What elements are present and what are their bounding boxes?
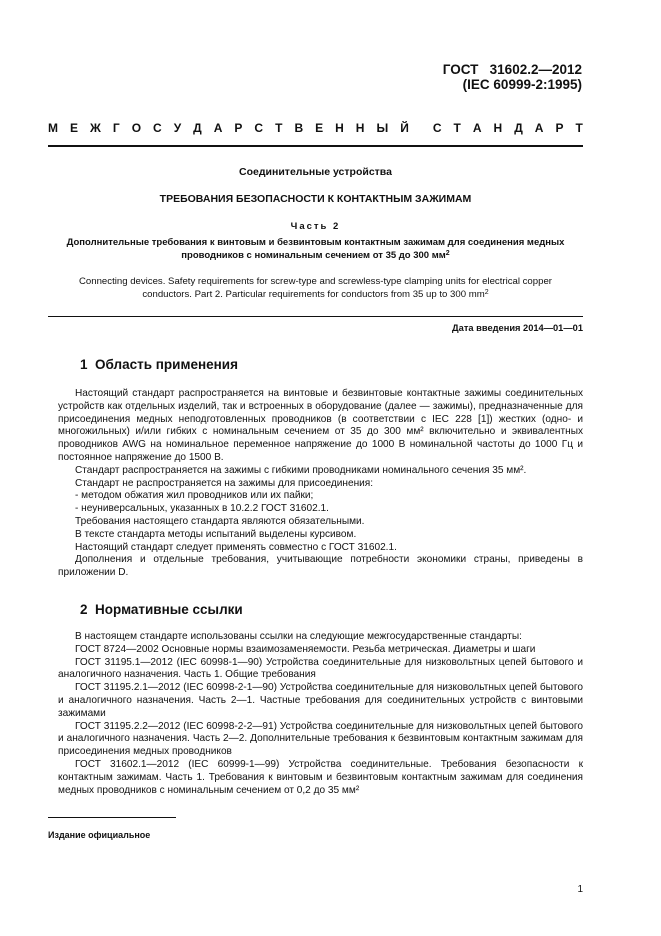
banner-letter: Н <box>355 121 365 135</box>
introduction-date: Дата введения 2014—01—01 <box>452 323 583 333</box>
section2-heading: 2 Нормативные ссылки <box>80 602 243 617</box>
section1-paragraph: - методом обжатия жил проводников или их пайки; <box>75 490 314 502</box>
banner-letter: Г <box>112 121 120 135</box>
banner-letter: Р <box>234 121 243 135</box>
banner-letter: Т <box>575 121 583 135</box>
title-rule <box>48 316 583 317</box>
banner-letter: В <box>294 121 304 135</box>
page-number: 1 <box>577 884 583 895</box>
banner-letter: Е <box>315 121 324 135</box>
subtitle-ru-line1: Дополнительные требования к винтовым и безвинтовым контактным зажимам для соединения медных <box>66 237 565 248</box>
subtitle-en: Connecting devices. Safety requirements for screw-type and screwless-type clamping units for electrical copper conductors. Part 2. Particular requirements for conductors from 35 up to 300 $mm^2$ <box>48 276 583 301</box>
banner-letter: Н <box>493 121 503 135</box>
banner-letter: У <box>173 121 182 135</box>
section2-body <box>58 631 583 797</box>
header-rule <box>48 145 583 147</box>
iec-equivalent: (IEC 60999-2:1995) <box>462 77 582 92</box>
section1-paragraph: Настоящий стандарт следует применять совместно с ГОСТ 31602.1. <box>75 541 397 553</box>
banner-letter: Ж <box>90 121 101 135</box>
banner-letter: Т <box>275 121 283 135</box>
section2-paragraph: ГОСТ 8724—2002 Основные нормы взаимозаменяемости. Резьба метрическая. Диаметры и шаги <box>75 643 536 655</box>
banner-letter: С <box>254 121 264 135</box>
section2-paragraph: ГОСТ 31195.2.1—2012 (IEC 60998-2-1—90) Устройства соединительные для низковольтных цепей бытового и аналогичного назначения. Часть 2—1. Частные требования для соединительных устройств с винтовыми зажимами <box>58 682 583 719</box>
banner-letter: М <box>48 121 58 135</box>
section1-paragraph: Стандарт распространяется на зажимы с гибкими проводниками номинального сечения 35 мм². <box>75 464 527 476</box>
subtitle-en-line2: conductors. Part 2. Particular requirements for conductors from 35 up to 300 mm <box>142 288 485 300</box>
banner-letter: Д <box>514 121 523 135</box>
section1-paragraph: Стандарт не распространяется на зажимы для присоединения: <box>75 477 374 489</box>
section2-paragraph: ГОСТ 31602.1—2012 (IEC 60999-1—99) Устройства соединительные. Требования безопасности к контактным зажимам. Часть 1. Требования к винтовым и безвинтовым контактным зажимам для соединения медных проводников с номинальным сечением от 0,2 до 35 мм² <box>58 758 583 796</box>
banner-letter: Р <box>555 121 564 135</box>
subtitle-en-line1: Connecting devices. Safety requirements for screw-type and screwless-type clamping units for electrical copper <box>79 276 552 287</box>
section1-paragraph: Настоящий стандарт распространяется на винтовые и безвинтовые контактные зажимы соединительных устройств как отдельных изделий, так и встроенных в оборудование (далее — зажимы), предназначенные для присоединения медных неподготовленных проводников (в соответствии с IEC 228 [1]) жестких (одно- и многожильных) и/или гибких с номинальным сечением от 35 до 300 мм² включительно и эквивалентных проводников AWG на номинальное переменное напряжение до 1000 В номинальной частоты до 1000 Гц и постоянное напряжение до 1500 В. <box>58 388 583 463</box>
banner-letter: Е <box>70 121 79 135</box>
subtitle-ru: Дополнительные требования к винтовым и безвинтовым контактным зажимам для соединения медных проводников с номинальным сечением от 35 до 300 $мм^2$ <box>48 237 583 262</box>
section2-paragraph: ГОСТ 31195.2.2—2012 (IEC 60998-2-2—91) Устройства соединительные для низковольтных цепей бытового и аналогичного назначения. Часть 2—2. Дополнительные требования к безвинтовым контактным зажимам для присоединения медных проводников <box>58 720 583 758</box>
banner-letter: Й <box>400 121 409 135</box>
standard-designation <box>443 62 582 92</box>
part-label: Часть 2 <box>290 221 341 232</box>
banner-letter: О <box>131 121 142 135</box>
banner-letter: А <box>213 121 223 135</box>
main-title: ТРЕБОВАНИЯ БЕЗОПАСНОСТИ К КОНТАКТНЫМ ЗАЖИМАМ <box>159 193 472 205</box>
banner-letter: А <box>472 121 482 135</box>
section1-paragraph: Дополнения и отдельные требования, учитывающие потребности экономики страны, приведены в приложении D. <box>58 554 583 579</box>
subject-title: Соединительные устройства <box>239 166 392 178</box>
section1-paragraph: В тексте стандарта методы испытаний выделены курсивом. <box>75 528 357 540</box>
section2-paragraph: В настоящем стандарте использованы ссылки на следующие межгосударственные стандарты: <box>75 631 522 642</box>
banner-letter: Д <box>193 121 202 135</box>
subtitle-ru-line2: проводников с номинальным сечением от 35 до 300 мм <box>181 249 446 261</box>
official-edition-label: Издание официальное <box>48 830 151 840</box>
section1-heading: 1 Область применения <box>80 357 238 372</box>
banner-letter: А <box>534 121 544 135</box>
banner-letter: С <box>432 121 442 135</box>
interstate-standard-banner <box>48 121 583 139</box>
section1-paragraph: Требования настоящего стандарта являются обязательными. <box>75 515 365 527</box>
section1-paragraph: - неуниверсальных, указанных в 10.2.2 ГОСТ 31602.1. <box>75 503 329 515</box>
standard-code: ГОСТ 31602.2—2012 <box>442 62 582 77</box>
section2-paragraph: ГОСТ 31195.1—2012 (IEC 60998-1—90) Устройства соединительные для низковольтных цепей бытового и аналогичного назначения. Часть 1. Общие требования <box>58 656 583 681</box>
footnote-rule <box>48 817 176 818</box>
banner-letter: С <box>153 121 162 135</box>
banner-letter: Ы <box>376 121 389 135</box>
banner-letter: Н <box>335 121 344 135</box>
section1-body <box>58 388 583 580</box>
banner-letter: Т <box>453 121 461 135</box>
